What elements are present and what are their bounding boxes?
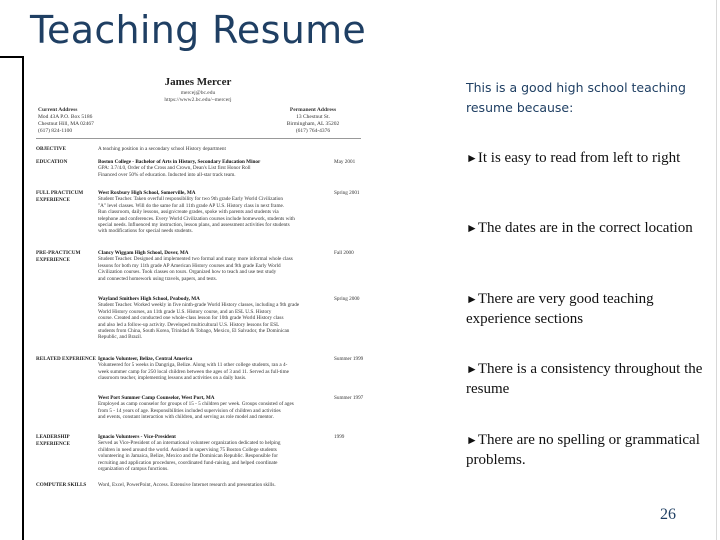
bullet-point — [466, 289, 706, 329]
resume-email: mercej@bc.edu — [180, 90, 216, 96]
resume-sample-image — [28, 62, 368, 536]
resume-name: James Mercer — [164, 76, 232, 88]
bullet-point — [466, 430, 706, 470]
section-line: World History courses, an 11th grade U.S. History course, and an ESL U.S. History — [98, 308, 272, 315]
section-body — [98, 356, 336, 382]
section-heading: RELATED EXPERIENCE — [36, 356, 97, 362]
section-line: Ignacio Volunteers - Vice-President — [98, 434, 176, 440]
section-line: lessons for both my 11th grade AP American History courses and 9th grade Early World — [98, 262, 281, 269]
section-line: West Port Summer Camp Counselor, West Port, MA — [98, 395, 215, 401]
section-line: week summer camp for 250 local children between the ages of 3 and 11. Served as full-time — [98, 368, 289, 375]
section-heading: LEADERSHIP EXPERIENCE — [36, 434, 71, 447]
section-date: Summer 1999 — [334, 356, 364, 362]
section-line: with modifications for special needs students. — [98, 228, 193, 235]
current-address-heading: Current Address — [38, 107, 78, 113]
permanent-address-line: Birmingham, AL 35202 — [286, 121, 340, 127]
section-line: Served as Vice-President of an international volunteer organization dedicated to helping — [98, 440, 281, 447]
intro-text: This is a good high school teaching resume because: — [466, 80, 686, 115]
current-address-line: Mod 43A P.O. Box 5186 — [38, 114, 93, 120]
section-heading: OBJECTIVE — [36, 146, 66, 152]
bullet-text: The dates are in the correct location — [477, 220, 693, 236]
section-line: and connected homework using travels, papers, and tests. — [98, 275, 217, 282]
permanent-address-phone: (617) 764-4376 — [295, 128, 331, 134]
section-heading: EDUCATION — [36, 159, 68, 165]
section-line: "A" level classes. Will do the same for all 11th grade AP U.S. History class in next frame. — [98, 202, 285, 209]
section-body — [98, 395, 336, 421]
section-line: from 5 - 14 years of age. Responsibilities included supervision of children and activities — [98, 407, 281, 414]
resume-current-address — [38, 107, 94, 135]
section-body — [98, 146, 336, 152]
bullet-text: There are no spelling or grammatical problems. — [466, 432, 700, 468]
section-heading: COMPUTER SKILLS — [36, 482, 87, 488]
page-number: 26 — [660, 506, 676, 523]
permanent-address-heading: Permanent Address — [289, 107, 337, 113]
resume-divider — [36, 138, 361, 139]
slide-right-border — [716, 0, 717, 540]
section-line: Word, Excel, PowerPoint, Access. Extensive Internet research and presentation skills. — [98, 482, 276, 488]
arrow-bullet-icon: ► — [466, 151, 478, 165]
section-line: Boston College - Bachelor of Arts in History, Secondary Education Minor — [98, 159, 261, 165]
section-body — [98, 250, 336, 282]
section-line: Student Teacher. Worked weekly in five ninth-grade World History classes, including a 9th grade — [98, 302, 300, 309]
resume-website: https://www2.bc.edu/~mercerj — [164, 97, 232, 103]
section-line: recruiting and application procedures, coordinated fund-raising, and helped coordinate — [98, 459, 278, 466]
section-line: A teaching position in a secondary school History department — [98, 146, 226, 152]
bullet-text: It is easy to read from left to right — [477, 150, 681, 166]
section-body — [98, 434, 336, 472]
arrow-bullet-icon: ► — [466, 433, 478, 447]
section-line: Ignacio Volunteer, Belize, Central America — [98, 356, 193, 362]
section-date: Fall 2000 — [334, 250, 354, 256]
section-heading: PRE-PRACTICUM EXPERIENCE — [36, 250, 81, 263]
section-line: Clancy Wiggam High School, Dover, MA — [98, 250, 189, 256]
current-address-line: Chestnut Hill, MA 02467 — [38, 121, 94, 127]
section-date: Summer 1997 — [334, 395, 364, 401]
bullet-point — [466, 218, 706, 238]
section-line: and also led a follow-up activity. Developed multicultural U.S. History lessons for ESL — [98, 321, 280, 328]
section-line: Employed as camp counselor for groups of 15 - 5 children per week. Groups consisted of ages — [98, 401, 294, 408]
bullet-text: There is a consistency throughout the resume — [466, 361, 703, 397]
section-line: and events, constant interaction with children, and serving as role model and mentor. — [98, 414, 274, 421]
section-body — [98, 159, 336, 178]
current-address-phone: (617) 824-1100 — [38, 128, 73, 134]
section-heading: FULL PRACTICUM EXPERIENCE — [36, 190, 84, 203]
section-line: volunteering in Jamaica, Belize, Mexico and the Dominican Republic. Responsible for — [98, 453, 278, 460]
section-line: Volunteered for 5 weeks in Dangriga, Belize. Along with 11 other college students, ran a 4- — [98, 362, 288, 369]
arrow-bullet-icon: ► — [466, 221, 478, 235]
section-date: May 2001 — [334, 159, 356, 165]
section-date: Spring 2000 — [334, 296, 360, 302]
section-line: organization of campus functions. — [98, 465, 169, 472]
arrow-bullet-icon: ► — [466, 362, 478, 376]
section-line: Wayland Smithers High School, Peabody, MA — [98, 296, 200, 302]
section-line: Financed over 50% of education. Inducted into all-star track team. — [98, 171, 236, 178]
section-body — [98, 190, 336, 235]
section-line: Republic, and Brazil. — [98, 334, 143, 341]
bullet-point — [466, 359, 706, 399]
section-line: special needs. Influenced my instruction, lesson plans, and assessment activities for students — [98, 221, 290, 228]
arrow-bullet-icon: ► — [466, 292, 478, 306]
section-line: West Roxbury High School, Somerville, MA — [98, 190, 196, 196]
resume-permanent-address — [278, 107, 348, 135]
section-body — [98, 296, 336, 341]
section-line: Student Teacher. Taken overfull responsibility for two 9th grade Early World Civilization — [98, 196, 283, 203]
section-line: Civilization courses. Took classes on tours. Organized how to teach and use test study — [98, 269, 277, 276]
section-line: classroom teacher, implementing lessons and activities on a daily basis. — [98, 375, 247, 382]
section-line: children in need around the world. Assisted in supervising 75 Boston College students — [98, 446, 277, 453]
section-line: Run classroom, daily lessons, assign/create grades, spoke with parents and students via — [98, 209, 279, 216]
bullet-text: There are very good teaching experience sections — [466, 291, 654, 327]
permanent-address-line: 13 Chestnut St. — [296, 114, 330, 120]
section-date: 1999 — [334, 434, 345, 440]
section-line: students from China, South Korea, Trinidad & Tobago, Mexico, El Salvador, the Dominican — [98, 327, 290, 334]
section-line: telephone and conferences. Every World Civilization courses include homework, students with — [98, 215, 295, 222]
bullet-point — [466, 148, 706, 168]
slide-title: Teaching Resume — [30, 8, 367, 52]
section-line: course. Created and conducted one whole-class lesson for 10th grade World History class — [98, 315, 284, 322]
vertical-rule — [22, 56, 24, 540]
section-body — [98, 482, 336, 488]
section-line: GPA: 3.7/4.0, Order of the Cross and Crown, Dean's List first Honor Roll — [98, 165, 251, 172]
title-underline — [0, 56, 24, 58]
section-date: Spring 2001 — [334, 190, 360, 196]
section-line: Student Teacher. Designed and implemented two formal and many more informal whole class — [98, 256, 293, 263]
